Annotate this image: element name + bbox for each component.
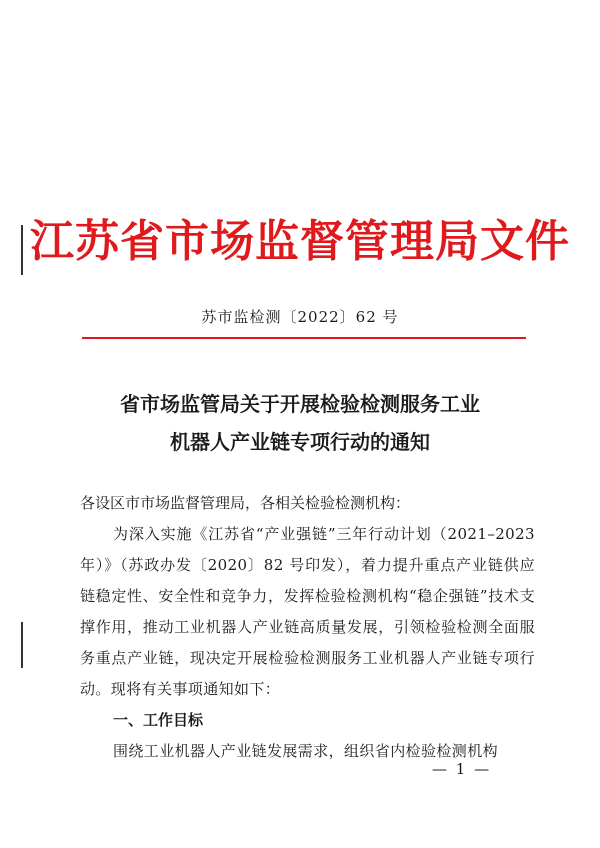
notice-title-line-2: 机器人产业链专项行动的通知 <box>170 430 430 454</box>
body-paragraph-1: 为深入实施《江苏省“产业强链”三年行动计划（2021–2023年）》（苏政办发〔2020〕82 号印发），着力提升重点产业链供应链稳定性、安全性和竞争力，发挥检验检测机构“稳企强链”技术支撑作用，推动工业机器人产业链高质量发展，引领检验检测全面服务重点产业链，现决定开展检验检测服务工业机器人产业链专项行动。现将有关事项通知如下： <box>80 525 535 698</box>
document-header-title: 江苏省市场监督管理局文件 <box>30 216 570 267</box>
binding-mark-bottom <box>21 622 23 668</box>
document-body <box>80 488 535 767</box>
body-paragraph-2: 围绕工业机器人产业链发展需求，组织省内检验检测机构 <box>113 742 499 760</box>
page-number: — 1 — <box>432 760 492 778</box>
red-separator-line <box>82 337 526 339</box>
notice-title-line-1: 省市场监管局关于开展检验检测服务工业 <box>120 392 480 416</box>
notice-title <box>0 385 600 461</box>
salutation: 各设区市市场监督管理局，各相关检验检测机构： <box>80 494 411 512</box>
document-number: 苏市监检测〔2022〕62 号 <box>201 308 399 326</box>
section-heading-goals: 一、工作目标 <box>113 711 204 729</box>
